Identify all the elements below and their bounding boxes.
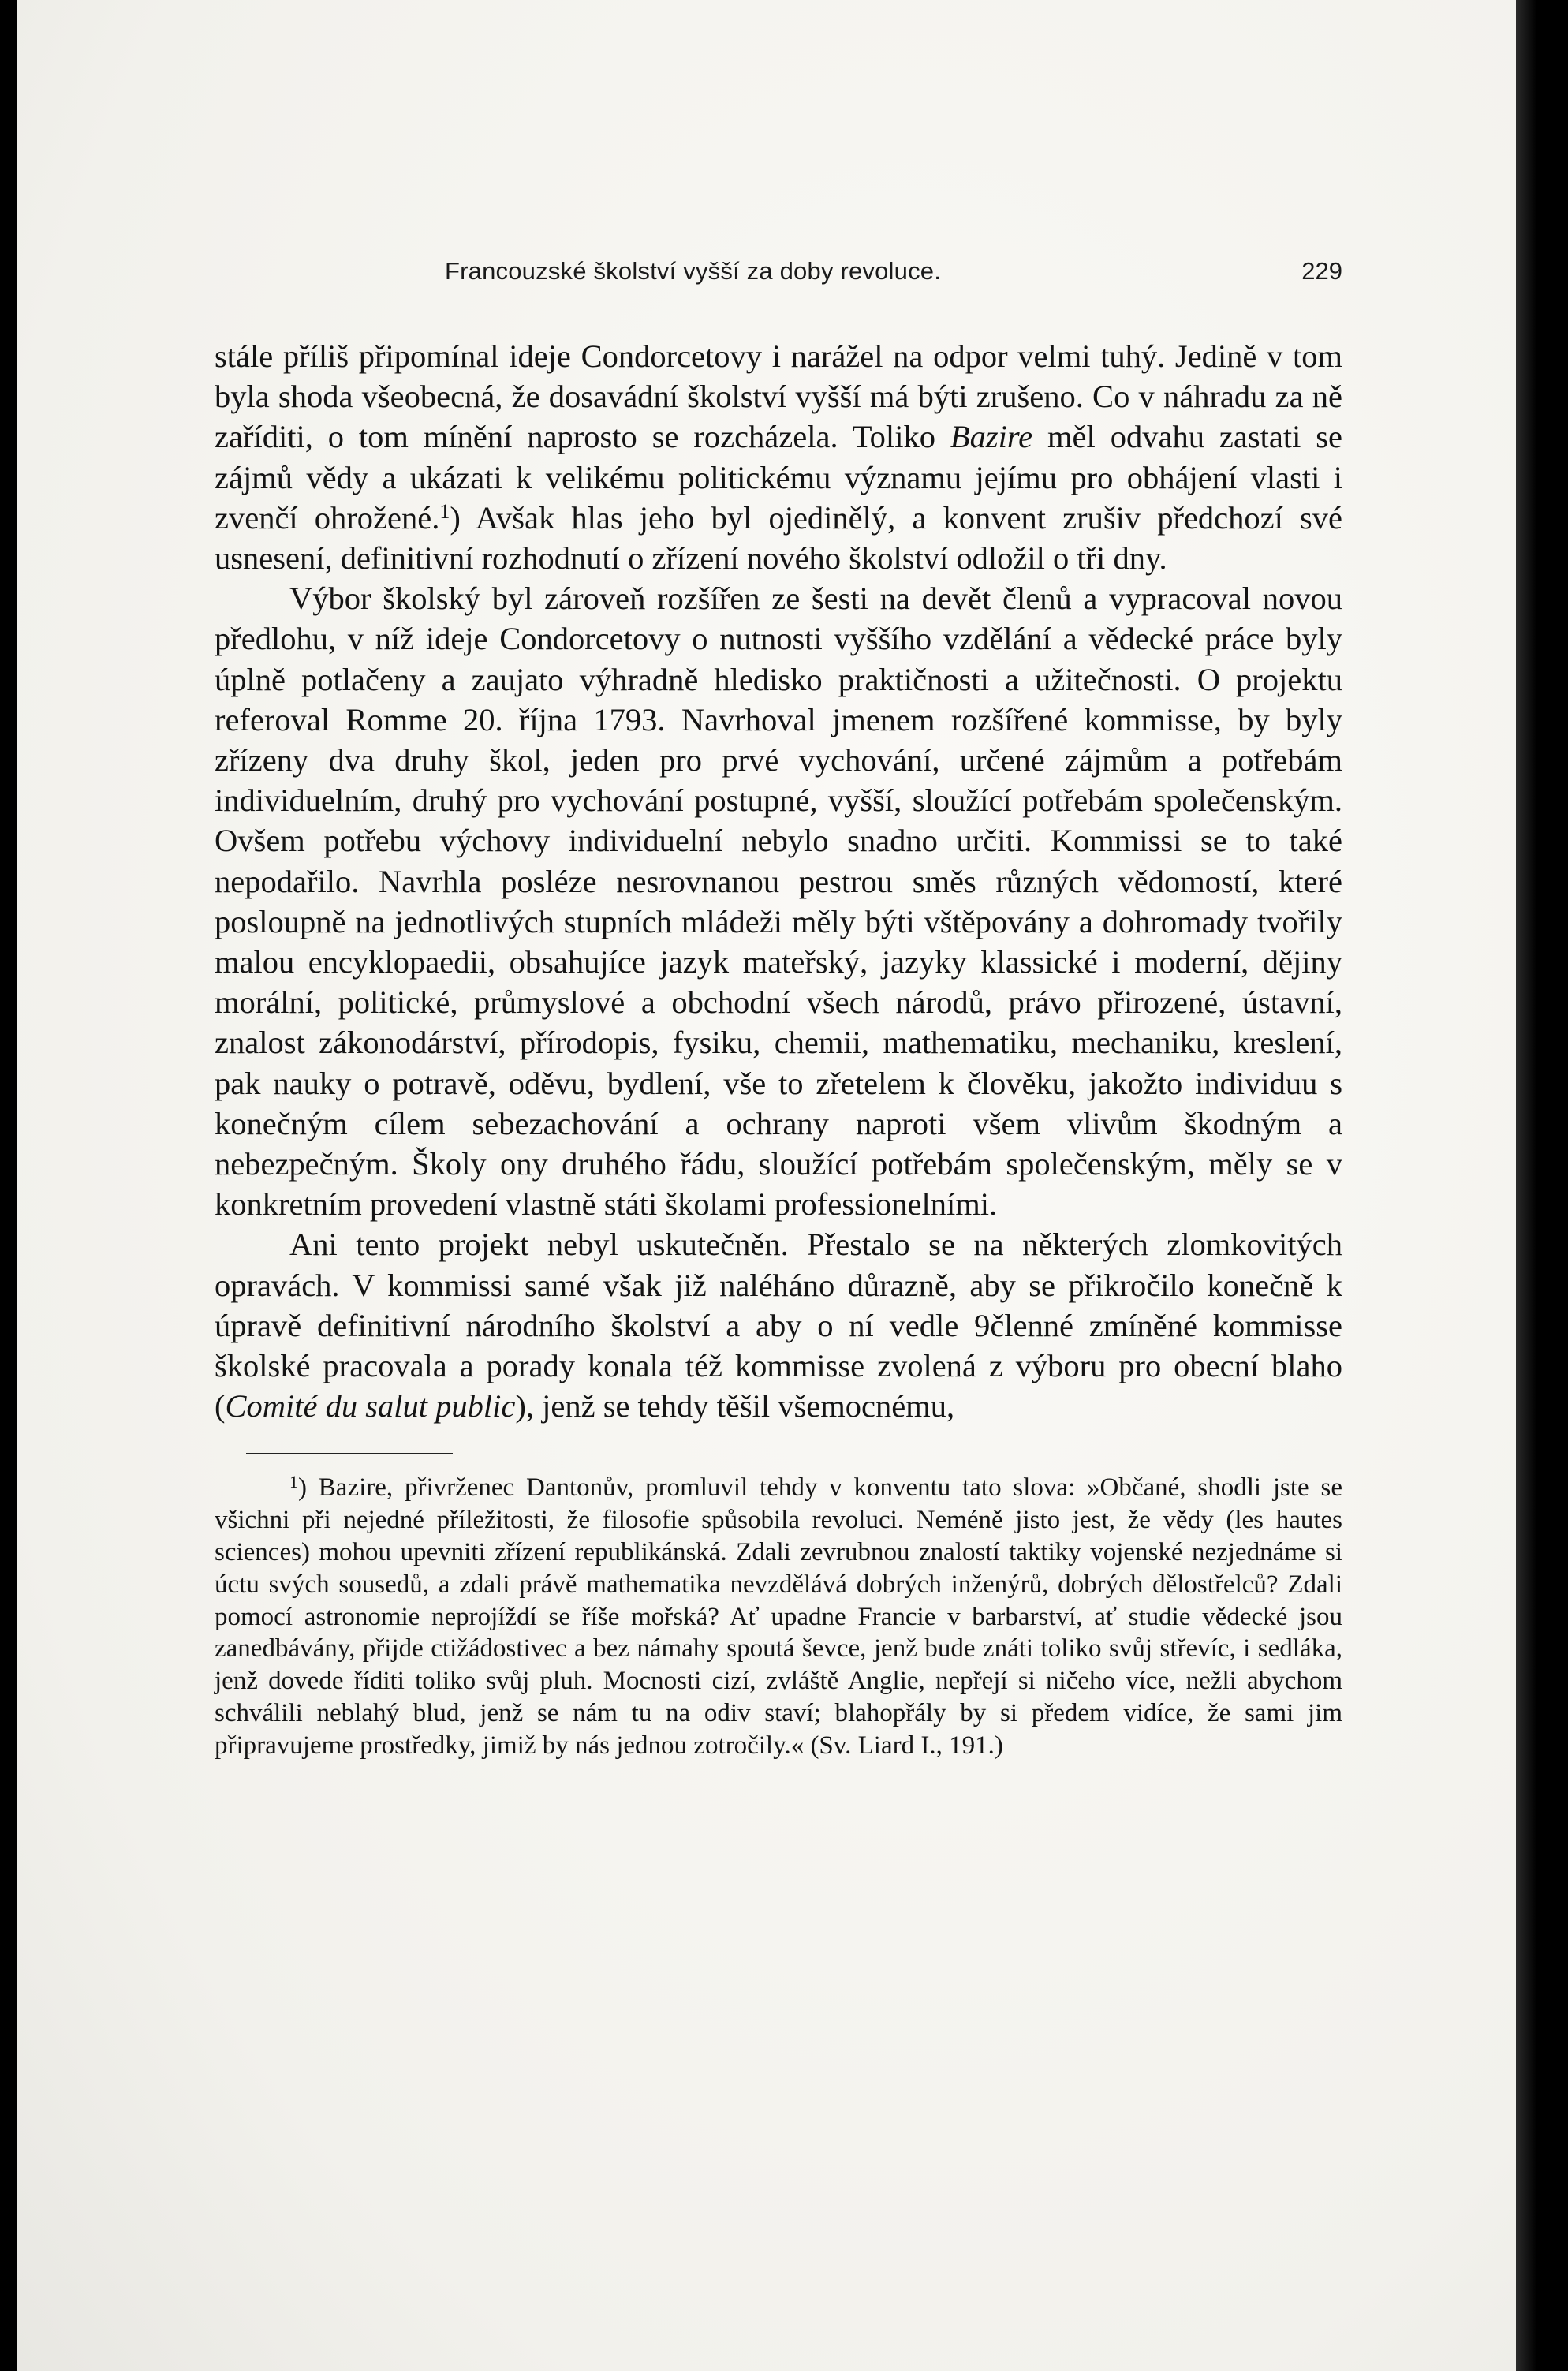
running-head-title: Francouzské školství vyšší za doby revoluce. <box>445 257 942 285</box>
page-number: 229 <box>1301 257 1342 285</box>
paragraph-1 <box>215 336 1342 578</box>
scan-border-left <box>0 0 17 2371</box>
footnote-1-text: ) Bazire, přivrženec Dantonův, promluvil tehdy v konventu tato slova: »Občané, shodli jste se všichni při nejedné příležitosti, že filosofie spůsobila revoluci. Neméně jisto jest, že vědy (les hautes sciences) mohou upevniti zřízení republikánská. Zdali zevrubnou znalostí taktiky vojenské nezjednáme si úctu svých sousedů, a zdali právě mathematika nevzdělává dobrých inženýrů, dobrých dělostřelců? Zdali pomocí astronomie neprojíždí se říše mořská? Ať upadne Francie v barbarství, ať studie vědecké jsou zanedbávány, přijde ctižádostivec a bez námahy spoutá ševce, jenž bude znáti toliko svůj střevíc, i sedláka, jenž dovede říditi toliko svůj pluh. Mocnosti cizí, zvláště Anglie, nepřejí si ničeho více, nežli abychom schválili neblahý blud, jenž se nám tu na odiv staví; blahopřály by si předem vidíce, že sami jim připravujeme prostředky, jimiž by nás jednou zotročily.« (Sv. Liard I., 191.) <box>215 1473 1342 1760</box>
page-content <box>215 251 1342 1762</box>
footnote-reference: 1 <box>439 499 450 523</box>
footnote-marker: 1 <box>289 1472 298 1492</box>
paragraph-3 <box>215 1224 1342 1426</box>
footnote-divider <box>246 1453 453 1454</box>
running-head <box>215 251 1342 298</box>
footnote-1 <box>215 1472 1342 1761</box>
scan-border-right <box>1516 0 1568 2371</box>
paragraph-3-text-b: ), jenž se tehdy těšil všemocnému, <box>515 1388 955 1424</box>
book-page <box>17 0 1516 2371</box>
paragraph-1-text-a: stále příliš připomínal ideje Condorcetovy i narážel na odpor velmi tuhý. Jedině v tom byla shoda všeobecná, že dosavádní školství vyšší má býti zrušeno. Co v náhradu za ně zaříditi, o tom mínění naprosto se rozcházela. Toliko <box>215 338 1342 455</box>
paragraph-3-text-a: Ani tento projekt nebyl uskutečněn. Přestalo se na některých zlomkovitých opravách. V kommissi samé však již naléháno důrazně, aby se přikročilo konečně k úpravě definitivní národního školství a aby o ní vedle 9členné zmíněné kommisse školské pracovala a porady konala též kommisse zvolená z výboru pro obecní blaho ( <box>215 1227 1342 1424</box>
paragraph-1-text-b: měl odvahu zastati se zájmů vědy a ukázati k velikému politickému významu jejímu pro obhájení vlasti i zvenčí ohrožené. <box>215 419 1342 536</box>
footnotes <box>215 1472 1342 1761</box>
committee-name: Comité du salut public <box>225 1388 516 1424</box>
paragraph-1-text-c: ) Avšak hlas jeho byl ojedinělý, a konvent zrušiv předchozí své usnesení, definitivní rozhodnutí o zřízení nového školství odložil o tři dny. <box>215 499 1342 577</box>
person-name-bazire: Bazire <box>950 419 1033 455</box>
paragraph-2: Výbor školský byl zároveň rozšířen ze šesti na devět členů a vypracoval novou předlohu, v níž ideje Condorcetovy o nutnosti vyššího vzdělání a vědecké práce byly úplně potlačeny a zaujato výhradně hledisko praktičnosti a užitečnosti. O projektu referoval Romme 20. října 1793. Navrhoval jmenem rozšířené kommisse, by byly zřízeny dva druhy škol, jeden pro prvé vychování, určené zájmům a potřebám individuelním, druhý pro vychování postupné, vyšší, sloužící potřebám společenským. Ovšem potřebu výchovy individuelní nebylo snadno určiti. Kommissi se to také nepodařilo. Navrhla posléze nesrovnanou pestrou směs různých vědomostí, které posloupně na jednotlivých stupních mládeži měly býti vštěpovány a dohromady tvořily malou encyklopaedii, obsahujíce jazyk mateřský, jazyky klassické i moderní, dějiny morální, politické, průmyslové a obchodní všech národů, právo přirozené, ústavní, znalost zákonodárství, přírodopis, fysiku, chemii, mathematiku, mechaniku, kreslení, pak nauky o potravě, oděvu, bydlení, vše to zřetelem k člověku, jakožto individuu s konečným cílem sebezachování a ochrany naproti všem vlivům škodným a nebezpečným. Školy ony druhého řádu, sloužící potřebám společenským, měly se v konkretním provedení vlastně státi školami professionelními. <box>215 581 1342 1223</box>
body-text <box>215 336 1342 1426</box>
